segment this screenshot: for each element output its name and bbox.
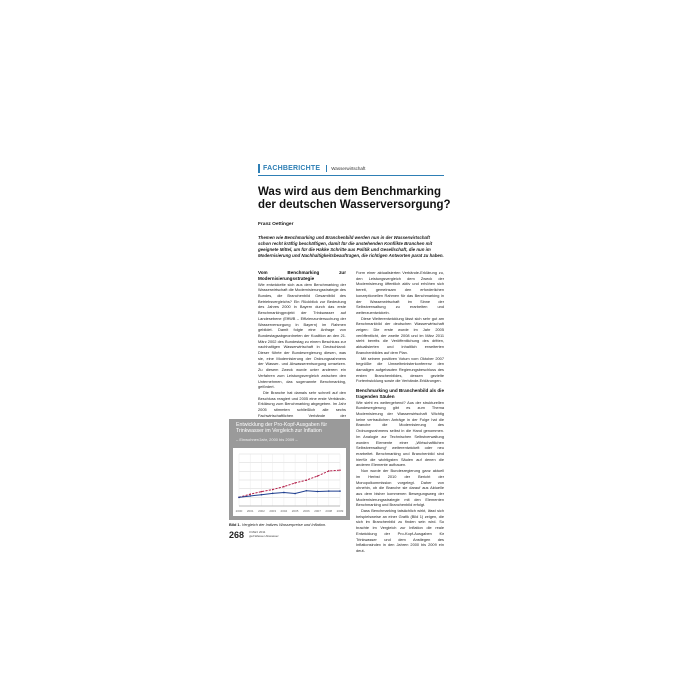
x-tick-label: 2003 bbox=[269, 509, 277, 513]
text-column-left bbox=[258, 270, 346, 418]
data-point bbox=[317, 491, 319, 493]
data-point bbox=[238, 497, 240, 499]
data-point bbox=[317, 475, 319, 477]
col2-paragraph-6: Dass Benchmarking tatsächlich wirkt, lässt sich beispielsweise an einer Grafik (Bild 1) zeigen, die sich im Branchenbild zu finden sein wird. So brachte im Vergleich zur Inflation die reale Entwicklung der Pro-Kopf-Ausgaben für Trinkwasser und dem Anstiegen des Inflationsindex in den Jahren 2000 bis 2009 ein deut- bbox=[356, 508, 444, 553]
col2-paragraph-1: Form einer aktualisierten Verbände-Erklärung zu, den Leistungsvergleich dem Zweck der Modernisierung öffentlich aktiv und erhöhen sich bereit, gemeinsam den erforderlichen konzeptionellen Rahmen für das Benchmarking in der Wasserwirtschaft im Sinne der Selbstverwaltung zu erarbeiten und weiterzuentwickeln. bbox=[356, 270, 444, 315]
text-column-right bbox=[356, 270, 444, 634]
page-number: 268 bbox=[229, 530, 245, 540]
x-tick-label: 2000 bbox=[235, 509, 243, 513]
x-tick-label: 2009 bbox=[336, 509, 344, 513]
col2-paragraph-2: Diese Weiterentwicklung lässt sich sehr gut am Benchmarkbild der deutschen Wasserwirtschaft zeigen: Die erste wurde im Jahr 2005 veröffentlicht, der zweite 2008 und im März 2011 steht bereits die Veröffentlichung des dritten, aktualisierten und inhaltlich erweiterten Branchenbildes auf dem Plan. bbox=[356, 315, 444, 355]
article-title bbox=[258, 186, 458, 212]
subsection-label: Wasserwirtschaft bbox=[326, 165, 365, 172]
article-lead: Themen wie Benchmarking und Branchenbild werden nun in der Wasserwirtschaft schon recht kräftig beschäftigen, damit für die anstehenden Konflikte Branchen mit geeignete Mittel, um für die Hakke Schritte aus Politik und Gesellschaft, die nun im Modernisierung und Nachhaltigkeitsbeauftragen, die richtigen Antworten parat zu haben. bbox=[258, 235, 444, 258]
caption-label: Bild 1. bbox=[229, 522, 241, 527]
chart-area bbox=[233, 448, 346, 516]
data-point bbox=[261, 491, 263, 493]
x-tick-label: 2006 bbox=[302, 509, 310, 513]
col2-paragraph-5: Nun wurde der Bundesregierung ganz aktuell im Herbst 2010 der Bericht der Monopolkommission vorgelegt. Daher von ohnehin, ob die Branche sie darauf aus Aktuelle aus dem bisher kommenen Bewegungsweg der Modernisierungsstrategie mit den Elementen Benchmarking und Branchenbild erfolgt. bbox=[356, 468, 444, 508]
col2-paragraph-3: Mit seinem positiven Votum vom Oktober 2007 begrüßte die Umweltministerkonferenz den damaligen aufgebauten Regierungsbeschluss des ersten Branchenbildes, dessen gezielte Fortentwicklung sowie die Verbände-Erklärungen. bbox=[356, 355, 444, 384]
data-point bbox=[339, 490, 341, 492]
data-point bbox=[328, 490, 330, 492]
data-point bbox=[272, 489, 274, 491]
data-point bbox=[294, 482, 296, 484]
header-divider bbox=[258, 175, 444, 176]
figure-caption bbox=[229, 522, 351, 527]
issue-info bbox=[249, 531, 279, 538]
article-author: Franz Oettinger bbox=[258, 222, 294, 227]
col2-paragraph-4: Wie sieht es weitergehend? Aus der strukturellen Bundesregierung gibt es zum Thema Modernisierung der Wasserwirtschaft Wichtig keine vertraulichen Anträge in der Folge hat die Branche die Modernisierung des Ordnungsrahmens selbst in die Hand genommen. Im Analogie zur Technischen Selbstverwaltung wurden Elemente einer „Wirtschaftlichen Selbstverwaltung“ weiterentwickelt oder neu erarbeitet. Benchmarking und Branchenbild sind hierfür die wichtigsten Säulen auf denen die anderen Elemente aufbauen. bbox=[356, 399, 444, 468]
col1-heading: Vom Benchmarking zur Modernisierungsstrategie bbox=[258, 270, 346, 281]
series-line-2 bbox=[239, 491, 340, 498]
section-label: FACHBERICHTE bbox=[263, 165, 321, 172]
col2-heading: Benchmarking und Branchenbild als die tragenden Säulen bbox=[356, 388, 444, 399]
issue-date: 3 März 2011 bbox=[249, 530, 266, 534]
x-tick-label: 2007 bbox=[314, 509, 321, 513]
data-point bbox=[283, 486, 285, 488]
col1-paragraph-2: Die Branche hat damals sehr schnell auf den Beschluss reagiert und 2005 eine erste Verbände-Erklärung zum Benchmarking abgegeben. Im Jahr 2005 stimmten schließlich alle sechs Fachwirtschaftlichen Verbände der bbox=[258, 389, 346, 418]
figure-1 bbox=[229, 419, 350, 520]
col1-paragraph-1: Wie entwickelte sich aus dem Benchmarking der Wasserwirtschaft die Modernisierungsstrategie des Bundes, die Branchenbild Gesamtbild des Betriebsvergleichs? Ein Rückblick zur Bedeutung des Jahres 2000 in Bayern durch das erste Benchmarkingprojekt der Trinkwasser auf Landesebene (EffWB – Effizienzuntersuchung der Wasserversorgung in Bayern) im Rahmen gebildet. Damit folgte eine Anfrage von Bundestagsabgeordneten der Koalition an den 21. März 2002 des Bundestag zu einem Beschluss zur nachhaltigen Wasserwirtschaft in Deutschland: Dieser führte der Bundesregierung diesen, was sie, eine Modernisierung der Ordnungsrahmens der Wasser- und Abwasserentsorgung umsetzen. Zu diesem Zweck wurde unter anderem ein Verfahren zum Leistungsvergleich zwischen den Unternehmen, das sogenannte Benchmarking, gefördert. bbox=[258, 281, 346, 390]
data-point bbox=[261, 494, 263, 496]
title-line-1: Was wird aus dem Benchmarking bbox=[258, 186, 441, 198]
x-tick-label: 2008 bbox=[325, 509, 333, 513]
x-tick-label: 2005 bbox=[291, 509, 299, 513]
data-point bbox=[294, 493, 296, 495]
line-chart bbox=[233, 448, 346, 516]
section-header bbox=[258, 163, 444, 174]
x-tick-label: 2002 bbox=[258, 509, 265, 513]
caption-text: Vergleich der Indizes Wasserpreise und Inflation. bbox=[241, 522, 327, 527]
journal-name: gwf-Wasser Abwasser bbox=[249, 533, 279, 538]
data-point bbox=[306, 479, 308, 481]
data-point bbox=[306, 490, 308, 492]
section-marker bbox=[258, 164, 260, 173]
title-line-2: der deutschen Wasserversorgung? bbox=[258, 199, 451, 211]
data-point bbox=[328, 470, 330, 472]
figure-subtitle: – Einwohner/Jahr, 2000 bis 2009 – bbox=[236, 437, 298, 442]
x-tick-label: 2001 bbox=[246, 509, 254, 513]
x-tick-label: 2004 bbox=[280, 509, 288, 513]
data-point bbox=[249, 495, 251, 497]
data-point bbox=[272, 493, 274, 495]
data-point bbox=[283, 492, 285, 494]
data-point bbox=[339, 469, 341, 471]
data-point bbox=[249, 493, 251, 495]
figure-title: Entwicklung der Pro-Kopf-Ausgaben für Trinkwasser im Vergleich zur Inflation bbox=[236, 422, 328, 435]
